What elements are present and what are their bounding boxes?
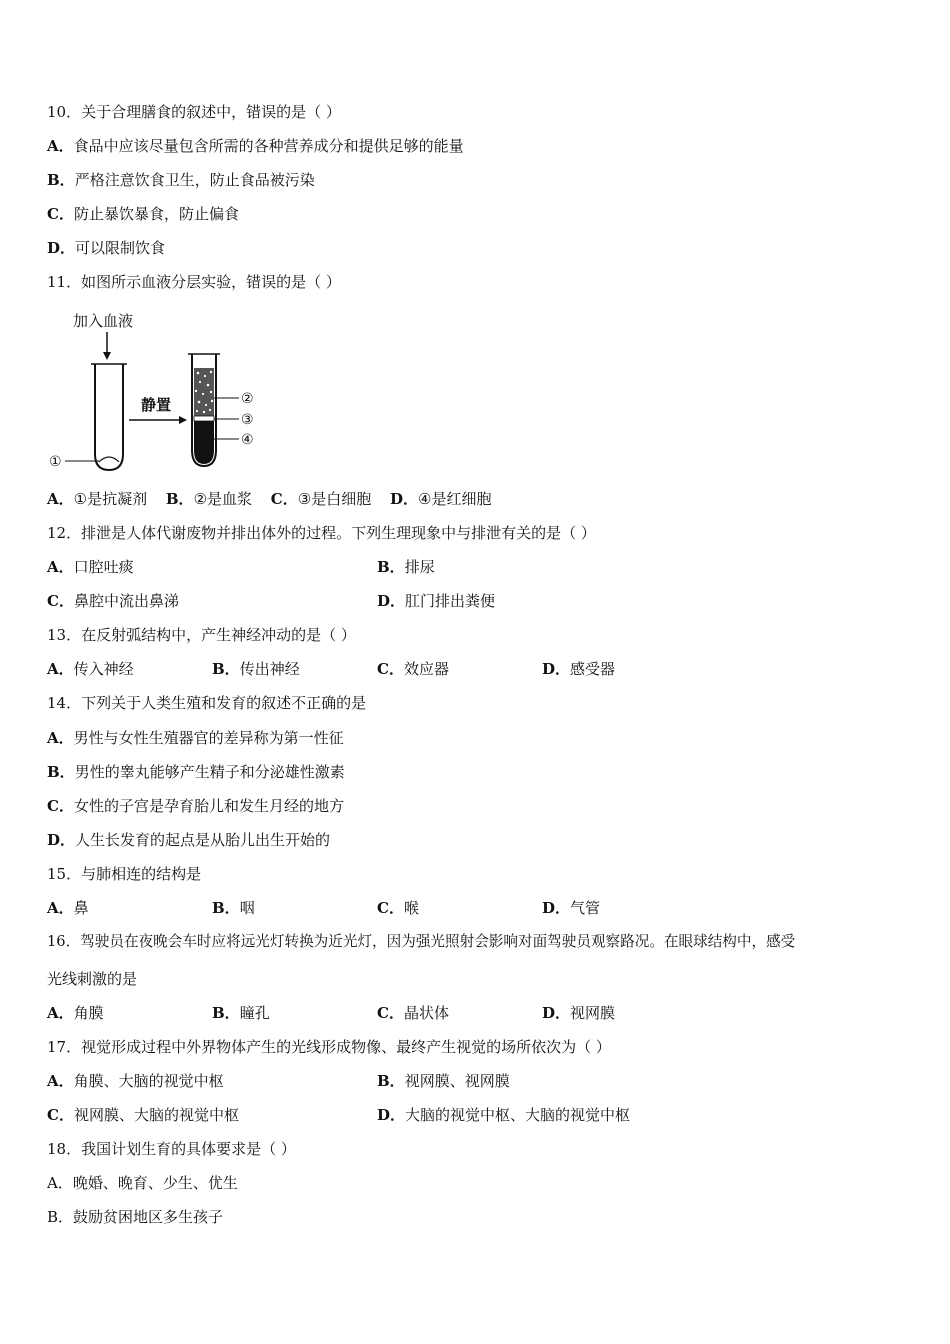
option-text: 食品中应该尽量包含所需的各种营养成分和提供足够的能量 [73,137,464,155]
option-letter: D． [47,239,76,257]
q16-options [47,1003,907,1023]
option-text: 肛门排出粪便 [405,592,496,610]
option-text: 感受器 [570,660,616,678]
q12-stem: 12．排泄是人体代谢废物并排出体外的过程。下列生理现象中与排泄有关的是（ ） [47,524,596,542]
q12-option-a [47,557,134,577]
option-letter: B． [212,660,240,678]
option-letter: B． [47,171,75,189]
q16-stem-line-2: 光线刺激的是 [47,970,138,988]
option-text: 排尿 [404,558,435,576]
option-text: 人生长发育的起点是从胎儿出生开始的 [75,831,331,849]
q16-option-b [212,1003,270,1023]
option-letter: C． [377,660,404,678]
q11-stem: 11．如图所示血液分层实验，错误的是（ ） [47,273,341,291]
option-letter: B． [165,490,194,508]
q10-stem: 10．关于合理膳食的叙述中，错误的是（ ） [47,103,341,121]
option-text: 晚婚、晚育、少生、优生 [72,1174,238,1192]
option-text: 视网膜、大脑的视觉中枢 [73,1106,239,1124]
q13-options [47,659,907,679]
q12-options-row-1 [47,557,907,577]
down-arrow-icon [103,352,111,360]
q11-options [47,489,505,509]
q10-option-c [47,204,239,224]
option-letter: D． [377,592,406,610]
option-letter: C． [47,592,74,610]
anticoagulant-drop [99,457,119,462]
option-text: 鼻腔中流出鼻涕 [73,592,179,610]
option-text: 男性与女性生殖器官的差异称为第一性征 [73,729,344,747]
marker-3: ③ [241,412,254,428]
option-letter: C． [47,797,74,815]
q15-options [47,898,907,918]
q17-option-b [377,1071,510,1091]
option-text: 角膜 [73,1004,104,1022]
q16-option-c [377,1003,449,1023]
option-text: 男性的睾丸能够产生精子和分泌雄性激素 [74,763,345,781]
option-text: 咽 [239,899,255,917]
option-text: 防止暴饮暴食，防止偏食 [73,205,239,223]
option-letter: A． [47,899,74,917]
q14-option-b [47,762,345,782]
marker-2: ② [241,391,254,407]
q14-stem: 14．下列关于人类生殖和发育的叙述不正确的是 [47,694,367,712]
option-text: 角膜、大脑的视觉中枢 [73,1072,224,1090]
option-text: 严格注意饮食卫生，防止食品被污染 [74,171,315,189]
option-text: 视网膜、视网膜 [404,1072,510,1090]
q18-stem: 18．我国计划生育的具体要求是（ ） [47,1140,296,1158]
q17-option-d [377,1105,630,1125]
option-text: ②是血浆 [193,490,253,508]
red-cell-layer [194,421,214,464]
q12-option-d [377,591,495,611]
option-text: 鼓励贫困地区多生孩子 [73,1208,224,1226]
q15-stem: 15．与肺相连的结构是 [47,865,202,883]
option-text: 口腔吐痰 [73,558,134,576]
option-letter: B． [212,899,240,917]
option-letter: A． [47,1072,74,1090]
option-text: 效应器 [403,660,449,678]
q13-option-b [212,659,300,679]
option-letter: D． [47,831,76,849]
q16-option-d [542,1003,615,1023]
q16-stem-line-1: 16．驾驶员在夜晚会车时应将远光灯转换为近光灯，因为强光照射会影响对面驾驶员观察路况。在眼球结构中，感受 [47,933,796,950]
option-text: 视网膜 [570,1004,616,1022]
option-letter: D． [542,1004,571,1022]
option-text: 瞳孔 [239,1004,270,1022]
q11-option-b [166,490,252,508]
q15-option-c [377,898,419,918]
q12-option-c [47,591,179,611]
option-letter: A． [47,729,74,747]
q17-option-a [47,1071,224,1091]
option-letter: A． [47,137,74,155]
option-text: 女性的子宫是孕育胎儿和发生月经的地方 [73,797,344,815]
q17-stem: 17．视觉形成过程中外界物体产生的光线形成物像、最终产生视觉的场所依次为（ ） [47,1038,611,1056]
q18-option-a [47,1173,238,1193]
q13-stem: 13．在反射弧结构中，产生神经冲动的是（ ） [47,626,356,644]
q15-option-a [47,898,89,918]
option-text: ③是白细胞 [297,490,372,508]
q14-option-d [47,830,330,850]
q17-options-row-1 [47,1071,907,1091]
option-text: 大脑的视觉中枢、大脑的视觉中枢 [405,1106,631,1124]
option-text: 传出神经 [239,660,300,678]
option-letter: C． [47,1106,74,1124]
option-letter: A． [47,490,74,508]
option-letter: D． [389,490,418,508]
right-arrow-icon [179,416,187,424]
option-letter: C． [377,899,404,917]
option-letter: B． [212,1004,240,1022]
option-letter: C． [47,205,74,223]
option-letter: A． [47,558,74,576]
option-letter: A． [47,1004,74,1022]
q11-option-d [390,490,491,508]
option-letter: A． [47,660,74,678]
option-letter: B． [377,558,405,576]
option-text: 鼻 [73,899,89,917]
q10-option-d [47,238,165,258]
option-letter: A． [47,1174,73,1192]
q10-option-b [47,170,315,190]
option-text: 气管 [570,899,601,917]
option-text: 传入神经 [73,660,134,678]
option-letter: B． [377,1072,405,1090]
q12-options-row-2 [47,591,907,611]
buffy-coat-layer [194,416,214,421]
marker-4: ④ [241,432,254,448]
q18-option-b [47,1207,223,1227]
option-letter: D． [377,1106,406,1124]
option-text: 喉 [403,899,419,917]
empty-test-tube [95,364,123,470]
blood-layering-diagram [45,306,285,476]
q10-option-a [47,136,464,156]
option-letter: C． [270,490,298,508]
option-text: ④是红细胞 [418,490,492,508]
option-text: 可以限制饮食 [75,239,166,257]
q11-option-a [47,490,147,508]
option-letter: B． [47,763,75,781]
q11-option-c [271,490,371,508]
q17-option-c [47,1105,239,1125]
option-text: ①是抗凝剂 [73,490,148,508]
option-letter: C． [377,1004,404,1022]
option-letter: D． [542,899,571,917]
q13-option-a [47,659,134,679]
q15-option-d [542,898,600,918]
blood-layering-figure [45,306,285,476]
stand-label: 静置 [141,396,172,414]
q14-option-a [47,728,344,748]
q16-option-a [47,1003,104,1023]
q14-option-c [47,796,344,816]
option-letter: B． [47,1208,74,1226]
option-letter: D． [542,660,571,678]
q13-option-d [542,659,615,679]
q13-option-c [377,659,449,679]
q17-options-row-2 [47,1105,907,1125]
add-blood-label: 加入血液 [73,312,134,330]
marker-1: ① [49,454,62,470]
q12-option-b [377,557,435,577]
q15-option-b [212,898,255,918]
option-text: 晶状体 [403,1004,449,1022]
